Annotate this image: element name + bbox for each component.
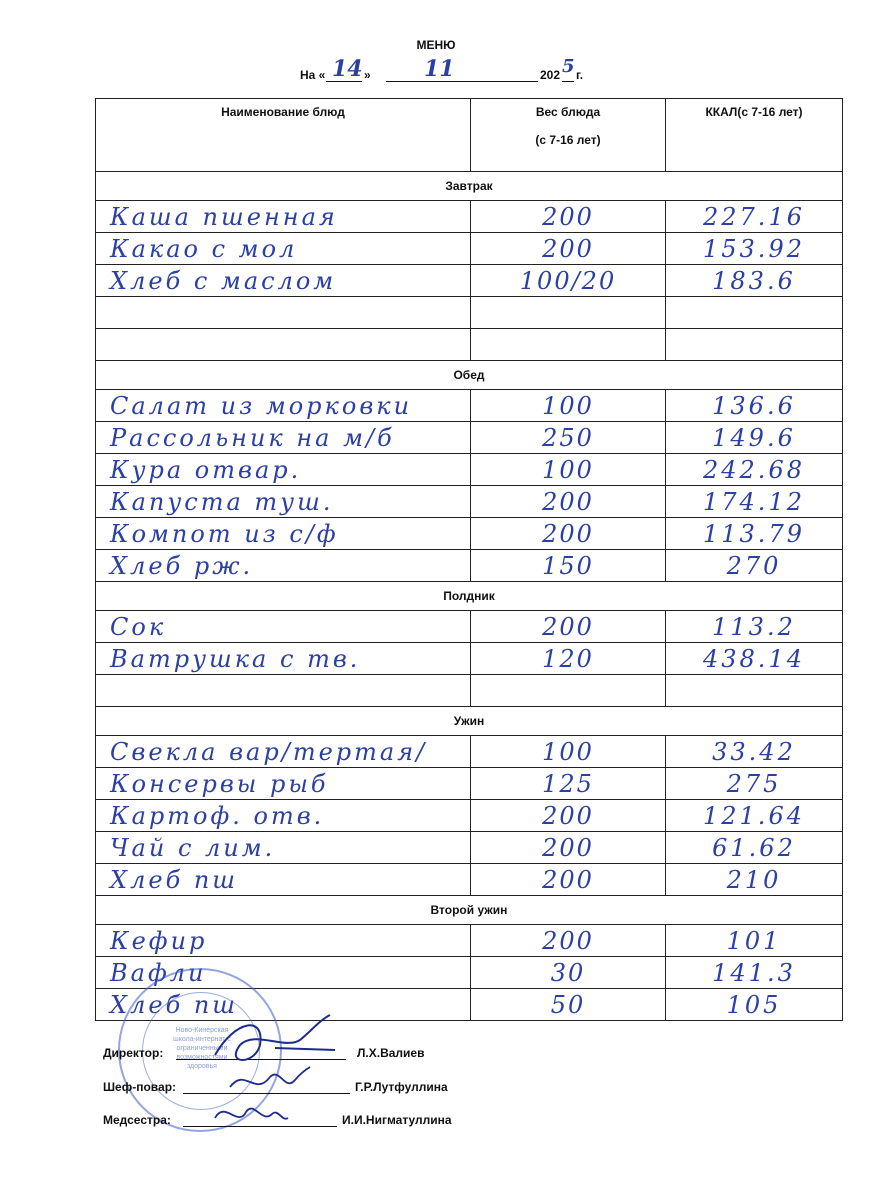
section-title: Второй ужин xyxy=(96,896,843,925)
dish-kcal-cell xyxy=(666,864,843,896)
section-title: Полдник xyxy=(96,582,843,611)
date-line xyxy=(300,56,630,88)
dish-name-cell xyxy=(96,454,471,486)
dish-kcal: 275 xyxy=(726,769,782,798)
header-kcal: ККАЛ(с 7-16 лет) xyxy=(666,99,843,172)
table-row xyxy=(96,201,843,233)
dish-weight-cell xyxy=(471,957,666,989)
dish-weight-cell xyxy=(471,675,666,707)
dish-name-cell xyxy=(96,233,471,265)
dish-kcal-cell xyxy=(666,925,843,957)
dish-kcal-cell xyxy=(666,800,843,832)
dish-kcal: 438.14 xyxy=(703,644,805,673)
dish-kcal-cell xyxy=(666,454,843,486)
dish-kcal-cell xyxy=(666,643,843,675)
dish-name: Капуста туш. xyxy=(110,487,334,516)
dish-weight-cell xyxy=(471,832,666,864)
dish-kcal: 174.12 xyxy=(703,487,805,516)
table-row xyxy=(96,864,843,896)
dish-name: Хлеб пш xyxy=(110,865,239,894)
table-row xyxy=(96,611,843,643)
dish-name: Хлеб рж. xyxy=(110,551,254,580)
table-header-row xyxy=(96,99,843,172)
dish-name: Хлеб пш xyxy=(110,990,239,1019)
table-row xyxy=(96,422,843,454)
menu-table xyxy=(95,98,843,1021)
dish-weight: 100 xyxy=(542,455,594,484)
dish-weight: 30 xyxy=(550,958,586,987)
section-row xyxy=(96,361,843,390)
director-signature xyxy=(205,1010,345,1070)
dish-weight-cell xyxy=(471,297,666,329)
dish-weight-cell xyxy=(471,454,666,486)
dish-name: Вафли xyxy=(110,958,207,987)
dish-weight-cell xyxy=(471,736,666,768)
dish-weight: 50 xyxy=(550,990,586,1019)
dish-name-cell xyxy=(96,736,471,768)
dish-kcal-cell xyxy=(666,611,843,643)
dish-name-cell xyxy=(96,864,471,896)
dish-name: Чай с лим. xyxy=(110,833,276,862)
table-row xyxy=(96,329,843,361)
dish-weight-cell xyxy=(471,233,666,265)
dish-weight: 200 xyxy=(542,801,594,830)
dish-kcal-cell xyxy=(666,422,843,454)
dish-weight: 150 xyxy=(542,551,594,580)
dish-weight-cell xyxy=(471,550,666,582)
date-year-prefix: 202 xyxy=(540,68,561,82)
dish-name-cell xyxy=(96,800,471,832)
dish-weight-cell xyxy=(471,265,666,297)
signature-name: Г.Р.Лутфуллина xyxy=(355,1080,448,1094)
header-weight xyxy=(471,99,666,172)
dish-kcal-cell xyxy=(666,265,843,297)
dish-weight: 125 xyxy=(542,769,594,798)
dish-name-cell xyxy=(96,265,471,297)
section-row xyxy=(96,172,843,201)
dish-kcal-cell xyxy=(666,550,843,582)
dish-kcal: 227.16 xyxy=(703,202,805,231)
dish-kcal: 149.6 xyxy=(712,423,796,452)
year-underline xyxy=(562,80,574,82)
dish-weight: 200 xyxy=(542,202,594,231)
dish-name: Консервы рыб xyxy=(110,769,329,798)
dish-weight-cell xyxy=(471,201,666,233)
table-row xyxy=(96,265,843,297)
dish-weight-cell xyxy=(471,611,666,643)
dish-name-cell xyxy=(96,832,471,864)
dish-weight-cell xyxy=(471,518,666,550)
dish-kcal: 136.6 xyxy=(712,391,796,420)
dish-weight: 200 xyxy=(542,865,594,894)
dish-name: Кефир xyxy=(110,926,208,955)
dish-weight-cell xyxy=(471,422,666,454)
dish-name-cell xyxy=(96,550,471,582)
header-weight-line1: Вес блюда xyxy=(535,105,601,119)
dish-kcal-cell xyxy=(666,989,843,1021)
table-row xyxy=(96,925,843,957)
table-row xyxy=(96,390,843,422)
dish-kcal-cell xyxy=(666,832,843,864)
dish-name: Салат из морковки xyxy=(110,391,413,420)
date-month: 11 xyxy=(424,56,455,82)
dish-weight-cell xyxy=(471,864,666,896)
dish-kcal-cell xyxy=(666,957,843,989)
dish-kcal-cell xyxy=(666,329,843,361)
header-name: Наименование блюд xyxy=(96,99,471,172)
date-prefix: На « xyxy=(300,68,326,82)
table-row xyxy=(96,297,843,329)
table-row xyxy=(96,550,843,582)
header-weight-line2: (с 7-16 лет) xyxy=(535,133,601,147)
dish-name: Кура отвар. xyxy=(110,455,302,484)
dish-kcal-cell xyxy=(666,297,843,329)
section-row xyxy=(96,896,843,925)
dish-weight: 100 xyxy=(542,391,594,420)
dish-name-cell xyxy=(96,486,471,518)
dish-weight-cell xyxy=(471,800,666,832)
stamp-text: Ново-Кинерская школа-интернат с ограниченными возможностями здоровья xyxy=(173,1027,231,1070)
dish-name: Свекла вар/тертая/ xyxy=(110,737,428,766)
table-row xyxy=(96,832,843,864)
dish-name: Компот из с/ф xyxy=(110,519,339,548)
dish-name: Рассольник на м/б xyxy=(110,423,395,452)
signature-role: Медсестра: xyxy=(103,1113,171,1127)
nurse-signature xyxy=(210,1098,290,1134)
dish-kcal-cell xyxy=(666,233,843,265)
table-row xyxy=(96,643,843,675)
section-title: Обед xyxy=(96,361,843,390)
dish-name-cell xyxy=(96,675,471,707)
dish-weight: 250 xyxy=(542,423,594,452)
dish-name-cell xyxy=(96,422,471,454)
section-title: Завтрак xyxy=(96,172,843,201)
date-middle: » xyxy=(364,68,371,82)
table-row xyxy=(96,768,843,800)
dish-weight: 100/20 xyxy=(519,266,617,295)
dish-kcal-cell xyxy=(666,768,843,800)
section-row xyxy=(96,582,843,611)
dish-name: Сок xyxy=(110,612,167,641)
dish-name-cell xyxy=(96,768,471,800)
menu-title: МЕНЮ xyxy=(416,38,456,52)
dish-kcal-cell xyxy=(666,486,843,518)
dish-kcal: 153.92 xyxy=(703,234,805,263)
dish-name-cell xyxy=(96,390,471,422)
dish-weight-cell xyxy=(471,768,666,800)
dish-kcal: 141.3 xyxy=(712,958,796,987)
table-row xyxy=(96,518,843,550)
dish-weight: 100 xyxy=(542,737,594,766)
dish-kcal-cell xyxy=(666,390,843,422)
dish-weight: 200 xyxy=(542,926,594,955)
dish-weight: 200 xyxy=(542,487,594,516)
dish-name-cell xyxy=(96,518,471,550)
dish-kcal: 242.68 xyxy=(703,455,805,484)
dish-kcal: 121.64 xyxy=(703,801,805,830)
dish-name-cell xyxy=(96,611,471,643)
date-day: 14 xyxy=(332,56,363,82)
dish-name: Ватрушка с тв. xyxy=(110,644,361,673)
dish-kcal: 61.62 xyxy=(712,833,796,862)
dish-weight-cell xyxy=(471,643,666,675)
dish-name-cell xyxy=(96,329,471,361)
dish-name-cell xyxy=(96,201,471,233)
dish-kcal: 270 xyxy=(726,551,782,580)
section-row xyxy=(96,707,843,736)
dish-weight-cell xyxy=(471,390,666,422)
dish-name: Хлеб с маслом xyxy=(110,266,337,295)
table-row xyxy=(96,800,843,832)
dish-name-cell xyxy=(96,643,471,675)
table-row xyxy=(96,736,843,768)
signature-role: Директор: xyxy=(103,1046,164,1060)
signature-role: Шеф-повар: xyxy=(103,1080,177,1094)
dish-weight-cell xyxy=(471,329,666,361)
dish-kcal: 113.2 xyxy=(712,612,796,641)
dish-kcal: 210 xyxy=(726,865,782,894)
dish-kcal-cell xyxy=(666,736,843,768)
dish-kcal: 183.6 xyxy=(712,266,796,295)
table-row xyxy=(96,486,843,518)
dish-weight-cell xyxy=(471,925,666,957)
dish-name: Каша пшенная xyxy=(110,202,338,231)
dish-kcal-cell xyxy=(666,201,843,233)
signature-name: Л.Х.Валиев xyxy=(357,1046,425,1060)
dish-name-cell xyxy=(96,925,471,957)
chef-signature xyxy=(225,1062,315,1102)
dish-weight: 120 xyxy=(542,644,594,673)
dish-name: Картоф. отв. xyxy=(110,801,325,830)
month-underline xyxy=(386,80,538,82)
dish-weight: 200 xyxy=(542,612,594,641)
date-suffix: г. xyxy=(576,68,584,82)
table-row xyxy=(96,233,843,265)
dish-weight: 200 xyxy=(542,833,594,862)
dish-kcal-cell xyxy=(666,675,843,707)
dish-kcal: 105 xyxy=(726,990,782,1019)
dish-kcal: 113.79 xyxy=(703,519,805,548)
table-row xyxy=(96,675,843,707)
dish-weight: 200 xyxy=(542,234,594,263)
dish-kcal: 101 xyxy=(726,926,782,955)
dish-name: Какао с мол xyxy=(110,234,298,263)
dish-weight-cell xyxy=(471,989,666,1021)
signature-name: И.И.Нигматуллина xyxy=(342,1113,452,1127)
section-title: Ужин xyxy=(96,707,843,736)
dish-name-cell xyxy=(96,297,471,329)
table-row xyxy=(96,454,843,486)
dish-kcal: 33.42 xyxy=(712,737,796,766)
dish-kcal-cell xyxy=(666,518,843,550)
date-year-digit: 5 xyxy=(562,56,575,77)
dish-weight: 200 xyxy=(542,519,594,548)
dish-weight-cell xyxy=(471,486,666,518)
